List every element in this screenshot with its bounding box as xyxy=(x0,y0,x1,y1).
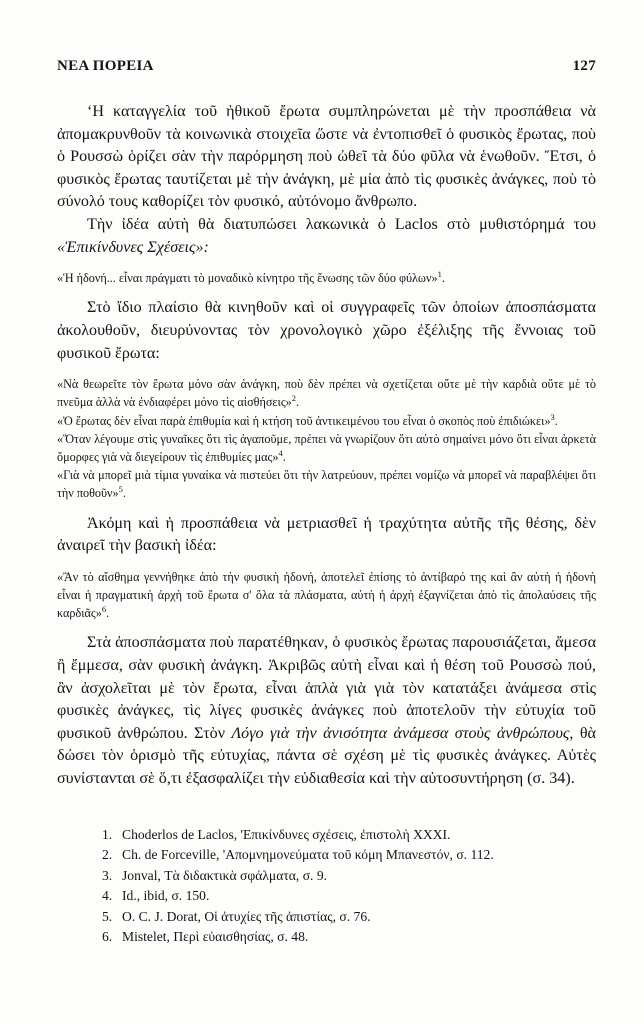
quote-2-text: «Νὰ θεωρεῖτε τὸν ἔρωτα μόνο σὰν ἀνάγκη, ποὺ δὲν πρέπει νὰ σχετίζεται οὔτε μὲ τὴν καρδιὰ οὔτε μὲ τὸ πνεῦμα ἀλλὰ νὰ ἐνδιαφέρει μόνο τὶς αἰσθήσεις» xyxy=(57,377,596,410)
footnote-ref-2: 2 xyxy=(291,393,296,404)
paragraph-4: Ἀκόμη καὶ ἡ προσπάθεια νὰ μετριασθεῖ ἡ τραχύτητα αὐτῆς τῆς θέσης, δὲν ἀναιρεῖ τὴν βασικὴ ἰδέα: xyxy=(57,514,596,555)
paragraph-2 xyxy=(57,214,596,259)
footnote xyxy=(102,866,596,887)
footnote-number: 1. xyxy=(102,826,113,842)
quote-1-text: «Ἡ ἡδονή... εἶναι πράγματι τὸ μοναδικὸ κίνητρο τῆς ἕνωσης τῶν δύο φύλων» xyxy=(57,271,438,286)
footnote-number: 4. xyxy=(102,888,113,904)
paragraph-1: ‘Η καταγγελία τοῦ ἠθικοῦ ἔρωτα συμπληρώνεται μὲ τὴν προσπάθεια νὰ ἀπομακρυνθοῦν τὰ κοινωνικὰ στοιχεῖα ὥστε νὰ ἐντοπισθεῖ ὁ φυσικὸς ἔρωτας, ποὺ ὁ Ρουσσὼ ὁρίζει σὰν τὴν παρόρμηση ποὺ ὠθεῖ τὰ δύο φῦλα νὰ ἑνωθοῦν. Ἔτσι, ὁ φυσικὸς ἔρωτας ταυτίζεται μὲ τὴν ἀνάγκη, μὲ μία ἀπὸ τὶς φυσικὲς ἀνάγκες, ποὺ τὸ σύνολό τους καθορίζει τὸν φυσικό, αὐτόνομο ἄνθρωπο. xyxy=(57,103,596,211)
novel-title: «Ἐπικίνδυνες Σχέσεις»: xyxy=(57,238,209,256)
footnote-ref-1: 1 xyxy=(437,269,442,280)
quote-5-text: «Γιὰ νὰ μπορεῖ μιὰ τίμια γυναίκα νὰ πιστεύει ὅτι τὴν λατρεύουν, πρέπει νομίζω νὰ μπορεῖ νὰ παραβλέψει ὅτι τὴν ποθοῦν» xyxy=(57,468,596,501)
footnote-text: Jonval, Τὰ διδακτικὰ σφάλματα, σ. 9. xyxy=(122,867,328,883)
footnote xyxy=(102,907,596,928)
quote-3: «Ὁ ἔρωτας δὲν εἶναι παρὰ ἐπιθυμία καὶ ἡ κτήση τοῦ ἀντικειμένου του εἶναι ὁ σκοπὸς ποὺ ἐπιδιώκει»$^3$. xyxy=(57,411,558,428)
journal-title: ΝΕΑ ΠΟΡΕΙΑ xyxy=(57,58,154,74)
footnote-ref-3: 3 xyxy=(550,411,555,422)
footnote-number: 5. xyxy=(102,908,113,924)
discourse-title: Λόγο γιὰ τὴν ἀνισότητα ἀνάμεσα στοὺς ἀνθρώπους xyxy=(231,724,570,742)
quote-4-text: «Ὅταν λέγουμε στὶς γυναῖκες ὅτι τὶς ἀγαποῦμε, πρέπει νὰ γνωρίζουν ὅτι αὐτὸ σημαίνει μόνο ὅτι εἶναι ἀρκετὰ ὄμορφες γιὰ νὰ διεγείρουν τὶς ἐπιθυμίες μας» xyxy=(57,431,596,464)
footnotes xyxy=(57,825,596,949)
footnote-text: Choderlos de Laclos, 'Επικίνδυνες σχέσεις, ἐπιστολὴ XXXI. xyxy=(122,826,451,842)
quote-5: «Γιὰ νὰ μπορεῖ μιὰ τίμια γυναίκα νὰ πιστεύει ὅτι τὴν λατρεύουν, πρέπει νομίζω νὰ μπορεῖ νὰ παραβλέψει ὅτι τὴν ποθοῦν»$^5$. xyxy=(57,468,596,501)
quote-1: «Ἡ ἡδονή... εἶναι πράγματι τὸ μοναδικὸ κίνητρο τῆς ἕνωσης τῶν δύο φύλων»$^1$. xyxy=(57,269,445,286)
footnote xyxy=(102,825,596,846)
quote-4: «Ὅταν λέγουμε στὶς γυναῖκες ὅτι τὶς ἀγαποῦμε, πρέπει νὰ γνωρίζουν ὅτι αὐτὸ σημαίνει μόνο ὅτι εἶναι ἀρκετὰ ὄμορφες γιὰ νὰ διεγείρουν τὶς ἐπιθυμίες μας»$^4$. xyxy=(57,431,596,464)
paragraph-5-text-a: Στὰ ἀποσπάσματα ποὺ παρατέθηκαν, ὁ φυσικὸς ἔρωτας παρουσιάζεται, ἄμεσα ἢ ἔμμεσα, σὰν φυσικὴ ἀνάγκη. Ἀκριβῶς αὐτὴ εἶναι καὶ ἡ θέση τοῦ Ρουσσὼ πού, ἂν ἀσχολεῖται μὲ τὸν ἔρωτα, εἶναι ἁπλὰ γιὰ γιὰ τὸν κατατάξει ἀνάμεσα στὶς φυσικὲς ἀνάγκες, τὶς λίγες φυσικὲς ἀνάγκες ποὺ ἀποτελοῦν τὴν εὐτυχία τοῦ φυσικοῦ ἀνθρώπου. Στὸν xyxy=(57,634,596,742)
footnote-number: 3. xyxy=(102,867,113,883)
quote-6: «Ἂν τὸ αἴσθημα γεννήθηκε ἀπὸ τὴν φυσικὴ ἡδονή, ἀποτελεῖ ἐπίσης τὸ ἀντίβαρό της καὶ ἂν αὐτὴ ἡ ἡδονὴ εἶναι ἡ πραγματικὴ ἀρχὴ τοῦ ἔρωτα σ' ὅλα τὰ πλάσματα, αὐτὴ ἡ ἀρχὴ ἐξαγνίζεται ἀπὸ τὶς ἀπολαύσεις τῆς καρδιᾶς»$^6$. xyxy=(57,569,596,621)
footnote-ref-5: 5 xyxy=(118,484,123,495)
quote-block-3 xyxy=(57,568,596,623)
running-head xyxy=(57,58,596,75)
footnote-text: Id., ibid, σ. 150. xyxy=(122,888,210,904)
footnote-text: O. C. J. Dorat, Οἱ ἀτυχίες τῆς ἀπιστίας, σ. 76. xyxy=(122,908,371,924)
footnote-text: Ch. de Forceville, 'Απομνημονεύματα τοῦ κόμη Μπανεστόν, σ. 112. xyxy=(122,847,494,863)
quote-2: «Νὰ θεωρεῖτε τὸν ἔρωτα μόνο σὰν ἀνάγκη, ποὺ δὲν πρέπει νὰ σχετίζεται οὔτε μὲ τὴν καρδιὰ οὔτε μὲ τὸ πνεῦμα ἀλλὰ νὰ ἐνδιαφέρει μόνο τὶς αἰσθήσεις»$^2$. xyxy=(57,377,596,410)
paragraph-5-text-b: , θὰ δώσει τὸν ὁρισμὸ τῆς εὐτυχίας, πάντα σὲ σχέση μὲ τὶς φυσικὲς ἀνάγκες. Αὐτὲς συνίστανται σὲ ὅ,τι ἐξασφαλίζει τὴν εὐδιαθεσία καὶ τὴν αὐτοσυντήρηση (σ. 34). xyxy=(57,724,596,787)
footnote xyxy=(102,886,596,907)
paragraph-3: Στὸ ἴδιο πλαίσιο θὰ κινηθοῦν καὶ οἱ συγγραφεῖς τῶν ὁποίων ἀποσπάσματα ἀκολουθοῦν, διευρύνοντας τὸν χρονολογικὸ χῶρο ἐξέλιξης τῆς ἔννοιας τοῦ φυσικοῦ ἔρωτα: xyxy=(57,299,596,362)
footnote-ref-4: 4 xyxy=(278,447,283,458)
quote-6-text: «Ἂν τὸ αἴσθημα γεννήθηκε ἀπὸ τὴν φυσικὴ ἡδονή, ἀποτελεῖ ἐπίσης τὸ ἀντίβαρό της καὶ ἂν αὐτὴ ἡ ἡδονὴ εἶναι ἡ πραγματικὴ ἀρχὴ τοῦ ἔρωτα σ' ὅλα τὰ πλάσματα, αὐτὴ ἡ ἀρχὴ ἐξαγνίζεται ἀπὸ τὶς ἀπολαύσεις τῆς καρδιᾶς» xyxy=(57,569,596,621)
quote-block-1 xyxy=(57,269,596,287)
footnote-number: 6. xyxy=(102,929,113,945)
quote-block-2 xyxy=(57,375,596,502)
quote-3-text: «Ὁ ἔρωτας δὲν εἶναι παρὰ ἐπιθυμία καὶ ἡ κτήση τοῦ ἀντικειμένου του εἶναι ὁ σκοπὸς ποὺ ἐπιδιώκει» xyxy=(57,413,551,428)
footnote-text: Mistelet, Περὶ εὐαισθησίας, σ. 48. xyxy=(122,929,309,945)
footnote-ref-6: 6 xyxy=(101,604,107,615)
paragraph-5 xyxy=(57,632,596,790)
footnote xyxy=(102,927,596,948)
footnote xyxy=(102,845,596,866)
paragraph-2-text: Τὴν ἰδέα αὐτὴ θὰ διατυπώσει λακωνικὰ ὁ Laclos στὸ μυθιστόρημά του xyxy=(87,215,596,233)
footnote-number: 2. xyxy=(102,847,113,863)
page-number: 127 xyxy=(572,58,596,74)
